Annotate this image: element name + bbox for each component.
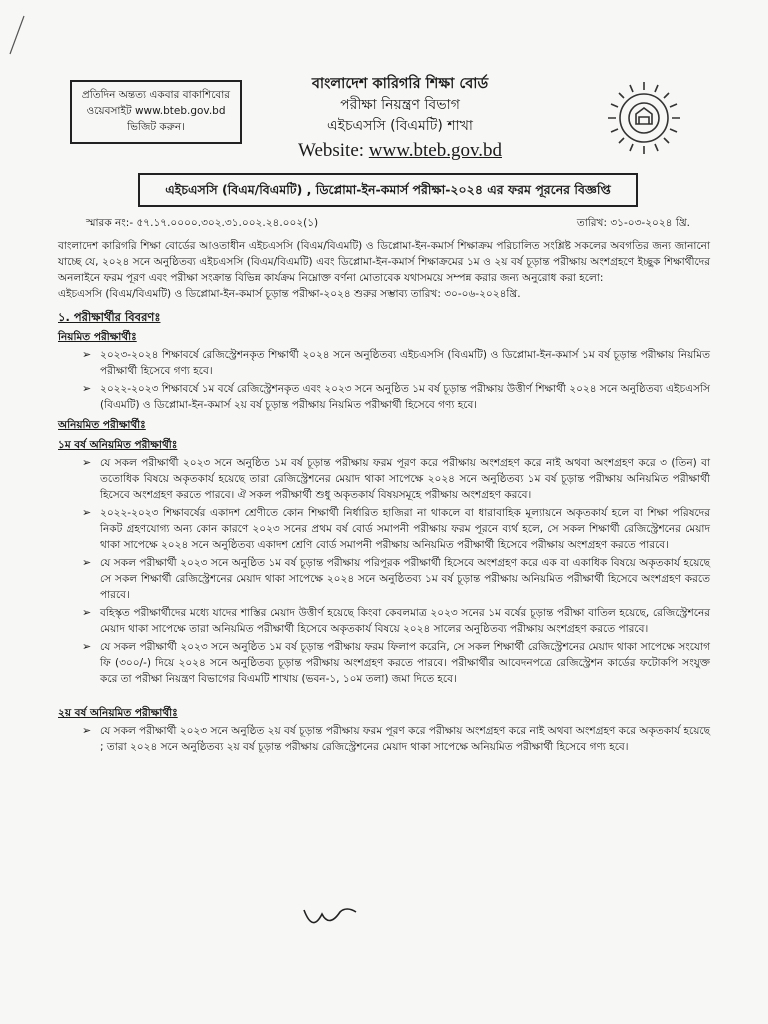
letterhead [250, 74, 550, 163]
memo-row [86, 216, 690, 232]
list-item-text: ২০২২-২০২৩ শিক্ষাবর্ষের একাদশ শ্রেণীতে কোন শিক্ষার্থী নির্ধারিত হাজিরা না থাকলে বা ধারাবাহিক মূল্যায়নে অকৃতকার্য হলে বা শিক্ষা পরিষদের নিকট গ্রহণযোগ্য অন্য কোন কারণে ২০২৩ সনের প্রথম বর্ষ বোর্ড সমাপনী পরীক্ষায় ফরম পূরনে ব্যর্থ হলে, সে সকল শিক্ষার্থী রেজিস্ট্রেশনের মেয়াদ থাকা সাপেক্ষে ২০২৪ সনে অনুষ্ঠিতব্য একাদশ শ্রেণি বোর্ড সমাপনী পরীক্ষায় অনিয়মিত পরীক্ষার্থী হিসেবে পরীক্ষায় অংশগ্রহণ করতে পারবে। [100, 507, 710, 551]
notice-title: এইচএসসি (বিএম/বিএমটি) , ডিপ্লোমা-ইন-কমার্স পরীক্ষা-২০২৪ এর ফরম পূরনের বিজ্ঞপ্তি [138, 173, 638, 207]
list-item [58, 505, 710, 553]
arrow-bullet-icon: ➢ [82, 640, 92, 653]
list-item [58, 555, 710, 603]
list-item-text: যে সকল পরীক্ষার্থী ২০২৩ সনে অনুষ্ঠিত ১ম বর্ষ চূড়ান্ত পরীক্ষায় ফরম পূরণ করে পরীক্ষায় অংশগ্রহণ করে নাই অথবা অংশগ্রহণ করে ৩ (তিন) বা ততোধিক বিষয়ে অকৃতকার্য হয়েছে তারা রেজিস্ট্রেশনের মেয়াদ থাকা সাপেক্ষে ২০২৪ সনে অনুষ্ঠিতব্য ১ম বর্ষ চূড়ান্ত পরীক্ষায় অনিয়মিত পরীক্ষার্থী হিসেবে অংশগ্রহণ করতে পারবে। ঐ সকল পরীক্ষার্থী শুধু অকৃতকার্য বিষয়সমূহে পরীক্ষায় অংশগ্রহণ করবে। [100, 457, 710, 501]
list-item-text: বহিস্কৃত পরীক্ষার্থীদের মধ্যে যাদের শাস্তির মেয়াদ উত্তীর্ণ হয়েছে কিংবা কেবলমাত্র ২০২৩ সনের ১ম বর্ষের চূড়ান্ত পরীক্ষা বাতিল হয়েছে, রেজিস্ট্রেশনের মেয়াদ থাকা সাপেক্ষে তারা অনিয়মিত পরীক্ষার্থী হিসেবে অকৃতকার্য বিষয়ে ২০২৪ সালের অনুষ্ঠিতব্য পরীক্ষায় অংশগ্রহণ করতে পারবে। [100, 607, 710, 635]
list-item [58, 347, 710, 379]
website-label: Website: [298, 140, 369, 161]
list-item [58, 381, 710, 413]
branch-name: এইচএসসি (বিএমটি) শাখা [327, 118, 473, 134]
list-item [58, 639, 710, 687]
list-item [58, 605, 710, 637]
website-line [250, 139, 550, 163]
website-link[interactable]: www.bteb.gov.bd [368, 140, 502, 161]
exam-start-date: এইচএসসি (বিএম/বিএমটি) ও ডিপ্লোমা-ইন-কমার্স চূড়ান্ত পরীক্ষা-২০২৪ শুরুর সম্ভাব্য তারিখ: ৩০-০৬-২০২৪খ্রি. [58, 288, 521, 300]
signature-mark [300, 900, 360, 930]
division-name: পরীক্ষা নিয়ন্ত্রণ বিভাগ [340, 97, 460, 113]
list-item [58, 723, 710, 755]
arrow-bullet-icon: ➢ [82, 506, 92, 519]
list-item-text: ২০২৩-২০২৪ শিক্ষাবর্ষে রেজিস্ট্রেশনকৃত শিক্ষার্থী ২০২৪ সনে অনুষ্ঠিতব্য এইচএসসি (বিএমটি) ও ডিপ্লোমা-ইন-কমার্স ১ম বর্ষ চূড়ান্ত পরীক্ষায় নিয়মিত পরীক্ষার্থী হিসেবে গণ্য হবে। [100, 349, 710, 377]
irregular-heading: অনিয়মিত পরীক্ষার্থীঃ [58, 419, 146, 431]
arrow-bullet-icon: ➢ [82, 606, 92, 619]
bteb-logo-icon [600, 72, 688, 160]
regular-heading: নিয়মিত পরীক্ষার্থীঃ [58, 331, 137, 343]
first-year-heading: ১ম বর্ষ অনিয়মিত পরীক্ষার্থীঃ [58, 439, 178, 451]
list-item-text: যে সকল পরীক্ষার্থী ২০২৩ সনে অনুষ্ঠিত ১ম বর্ষ চূড়ান্ত পরীক্ষায় পরিপূরক পরীক্ষার্থী হিসেবে অংশগ্রহণ করে এক বা একাধিক বিষয়ে অকৃতকার্য হয়েছে সে সকল শিক্ষার্থী রেজিস্ট্রেশনের মেয়াদ থাকা সাপেক্ষে ২০২৪ সনে অনুষ্ঠিতব্য ১ম বর্ষ চূড়ান্ত পরীক্ষায় অনিয়মিত পরীক্ষার্থী হিসেবে অংশগ্রহণ করতে পারবে। [100, 557, 710, 601]
list-item-text: ২০২২-২০২৩ শিক্ষাবর্ষে ১ম বর্ষে রেজিস্ট্রেশনকৃত এবং ২০২৩ সনে অনুষ্ঠিত ১ম বর্ষ চূড়ান্ত পরীক্ষায় উত্তীর্ণ শিক্ষার্থী ২০২৪ সনে অনুষ্ঠিতব্য এইচএসসি (বিএমটি) ও ডিপ্লোমা-ইন-কমার্স ২য় বর্ষ চূড়ান্ত পরীক্ষায় নিয়মিত পরীক্ষার্থী হিসেবে গণ্য হবে। [100, 383, 710, 411]
notice-line-1: প্রতিদিন অন্তত্য একবার বাকাশিবোর [81, 89, 231, 101]
pen-stroke-mark [6, 14, 28, 60]
arrow-bullet-icon: ➢ [82, 348, 92, 361]
regular-list [58, 347, 710, 413]
list-item [58, 455, 710, 503]
notice-line-3: ভিজিট করুন। [127, 121, 185, 133]
section-1-heading: ১. পরীক্ষার্থীর বিবরণঃ [58, 310, 161, 324]
website-notice-box [70, 80, 242, 144]
intro-paragraph: বাংলাদেশ কারিগরি শিক্ষা বোর্ডের আওতাধীন এইচএসসি (বিএম/বিএমটি) ও ডিপ্লোমা-ইন-কমার্স শিক্ষাক্রম পরিচালিত সংশ্লিষ্ট সকলের অবগতির জন্য জানানো যাচ্ছে যে, ২০২৪ সনে অনুষ্ঠিতব্য এইচএসসি (বিএম/বিএমটি) এবং ডিপ্লোমা-ইন-কমার্স শিক্ষাক্রমের ১ম ও ২য় বর্ষ চূড়ান্ত পরীক্ষায় অংশগ্রহণে ইচ্ছুক শিক্ষার্থীদের অনলাইনে ফরম পূরণ এবং পরীক্ষা সংক্রান্ত বিভিন্ন কার্যক্রম নিম্নোক্ত বর্ণনা মোতাবেক যথাসময়ে সম্পন্ন করার জন্য অনুরোধ করা হলো: [58, 240, 710, 284]
arrow-bullet-icon: ➢ [82, 456, 92, 469]
memo-number: স্মারক নং:- ৫৭.১৭.০০০০.৩০২.৩১.০০২.২৪.০০২(১) [86, 217, 319, 229]
notice-body [58, 238, 710, 757]
second-year-list [58, 723, 710, 755]
first-year-list [58, 455, 710, 687]
arrow-bullet-icon: ➢ [82, 382, 92, 395]
second-year-heading: ২য় বর্ষ অনিয়মিত পরীক্ষার্থীঃ [58, 707, 178, 719]
arrow-bullet-icon: ➢ [82, 556, 92, 569]
board-name: বাংলাদেশ কারিগরি শিক্ষা বোর্ড [311, 76, 489, 92]
arrow-bullet-icon: ➢ [82, 724, 92, 737]
notice-line-2: ওয়েবসাইট www.bteb.gov.bd [86, 105, 226, 117]
list-item-text: যে সকল পরীক্ষার্থী ২০২৩ সনে অনুষ্ঠিত ২য় বর্ষ চূড়ান্ত পরীক্ষায় ফরম পূরণ করে পরীক্ষায় অংশগ্রহণ করে নাই অথবা অংশগ্রহণ করে অকৃতকার্য হয়েছে ; তারা ২০২৪ সনে অনুষ্ঠিতব্য ২য় বর্ষ চূড়ান্ত পরীক্ষায় রেজিস্ট্রেশনের মেয়াদ থাকা সাপেক্ষে অনিয়মিত পরীক্ষার্থী হিসেবে গণ্য হবে। [100, 725, 710, 753]
list-item-text: যে সকল পরীক্ষার্থী ২০২৩ সনে অনুষ্ঠিত ১ম বর্ষ চূড়ান্ত পরীক্ষায় ফরম ফিলাপ করেনি, সে সকল শিক্ষার্থী রেজিস্ট্রেশনের মেয়াদ থাকা সাপেক্ষে সংযোগ ফি (৩০০/-) দিয়ে ২০২৪ সনে অনুষ্ঠিতব্য চূড়ান্ত পরীক্ষায় অংশগ্রহণ করতে পারবে। পরীক্ষার্থীর আবেদনপত্রে রেজিস্ট্রেশন কার্ডের ফটোকপি সংযুক্ত করে তা পরীক্ষা নিয়ন্ত্রণ বিভাগের বিএমটি শাখায় (ভবন-১, ১০ম তলা) জমা দিতে হবে। [100, 641, 710, 685]
memo-date: তারিখ: ৩১-০৩-২০২৪ খ্রি. [576, 217, 690, 229]
